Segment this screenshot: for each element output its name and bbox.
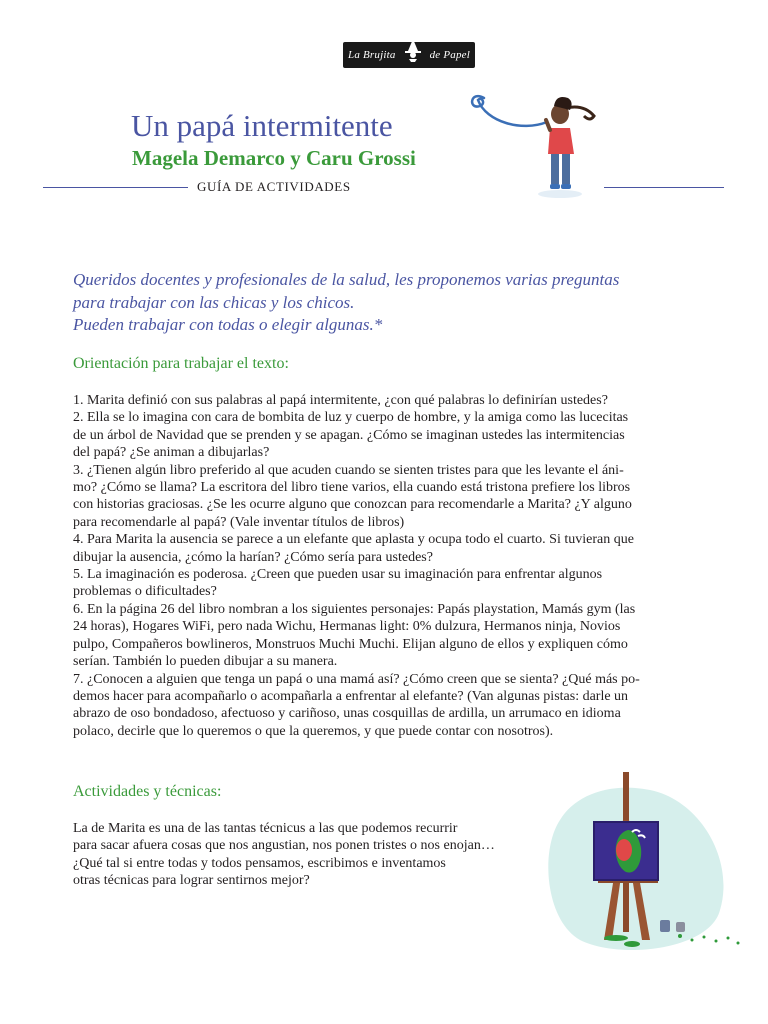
question-line: de un árbol de Navidad que se prenden y se apagan. ¿Cómo se imaginan ustedes las intermitencias xyxy=(73,427,625,443)
activities-line: otras técnicas para lograr sentirnos mejor? xyxy=(73,873,310,889)
witch-logo-icon xyxy=(400,37,426,63)
question-line: abrazo de oso bondadoso, afectuoso y cariñoso, unas cosquillas de ardilla, un arrumaco en idioma xyxy=(73,706,621,722)
activities-line: ¿Qué tal si entre todas y todos pensamos, escribimos e inventamos xyxy=(73,855,446,871)
logo-text-part1: La Brujita xyxy=(348,49,396,61)
activities-line: La de Marita es una de las tantas técnicus a las que podemos recurrir xyxy=(73,821,458,836)
question-line: dibujar la ausencia, ¿cómo la harían? ¿Cómo sería para ustedes? xyxy=(73,549,433,565)
publisher-logo xyxy=(343,42,475,68)
activities-paragraph xyxy=(73,820,553,890)
question-line: 4. Para Marita la ausencia se parece a un elefante que aplasta y ocupa todo el cuarto. Si tuvieran que xyxy=(73,532,634,548)
question-line: 6. En la página 26 del libro nombran a los siguientes personajes: Papás playstation, Mamás gym (las xyxy=(73,601,636,617)
guide-label: GUÍA DE ACTIVIDADES xyxy=(197,179,351,194)
question-line: demos hacer para acompañarlo o acompañarla a enfrentar al elefante? (Van algunas pistas: darle un xyxy=(73,688,629,704)
intro-paragraph xyxy=(73,269,713,337)
header-divider-left xyxy=(43,187,188,188)
question-line: serían. También lo pueden dibujar a su manera. xyxy=(73,654,338,670)
question-line: problemas o dificultades? xyxy=(73,584,217,600)
question-line: 5. La imaginación es poderosa. ¿Creen que pueden usar su imaginación para enfrentar algunos xyxy=(73,567,603,583)
intro-line: Queridos docentes y profesionales de la salud, les proponemos varias preguntas xyxy=(73,270,620,289)
question-line: 24 horas), Hogares WiFi, pero nada Wichu, Hermanas light: 0% dulzura, Hermanos ninja, Novios xyxy=(73,619,621,635)
questions-list xyxy=(73,392,698,740)
question-line: polaco, decirle que lo queremos o que la queremos, y que puede contar con nosotros). xyxy=(73,723,554,739)
section-heading-activities: Actividades y técnicas: xyxy=(73,783,222,800)
question-line: 1. Marita definió con sus palabras al papá intermitente, ¿con qué palabras lo definirían ustedes? xyxy=(73,393,608,408)
book-title: Un papá intermitente xyxy=(131,108,393,143)
question-line: 2. Ella se lo imagina con cara de bombita de luz y cuerpo de hombre, y la amiga como las lucecitas xyxy=(73,410,629,426)
intro-line: Pueden trabajar con todas o elegir algunas.* xyxy=(73,315,383,334)
question-line: mo? ¿Cómo se llama? La escritora del libro tiene varios, ella cuando está tristona prefiere los libros xyxy=(73,480,631,496)
question-line: con historias graciosas. ¿Se les ocurre alguno que conozcan para recomendarle a Marita? ¿Y alguno xyxy=(73,497,632,513)
logo-text-part2: de Papel xyxy=(429,49,470,61)
question-line: pulpo, Compañeros bowlineros, Monstruos Muchi Muchi. Elijan alguno de ellos y expliquen cómo xyxy=(73,636,628,652)
question-line: 7. ¿Conocen a alguien que tenga un papá o una mamá así? ¿Cómo creen que se sienta? ¿Qué más po- xyxy=(73,671,640,687)
question-line: 3. ¿Tienen algún libro preferido al que acuden cuando se sienten tristes para que les levante el áni- xyxy=(73,462,624,478)
activities-line: para sacar afuera cosas que nos angustian, nos ponen tristes o nos enojan… xyxy=(73,838,495,854)
question-line: del papá? ¿Se animan a dibujarlas? xyxy=(73,445,270,461)
easel-painting-illustration xyxy=(520,760,750,970)
question-line: para recomendarle al papá? (Vale inventar títulos de libros) xyxy=(73,514,405,530)
book-authors: Magela Demarco y Caru Grossi xyxy=(132,146,416,170)
girl-drawing-line-illustration xyxy=(462,80,632,210)
section-heading-text-orientation: Orientación para trabajar el texto: xyxy=(73,355,289,372)
intro-line: para trabajar con las chicas y los chicos. xyxy=(73,292,355,312)
